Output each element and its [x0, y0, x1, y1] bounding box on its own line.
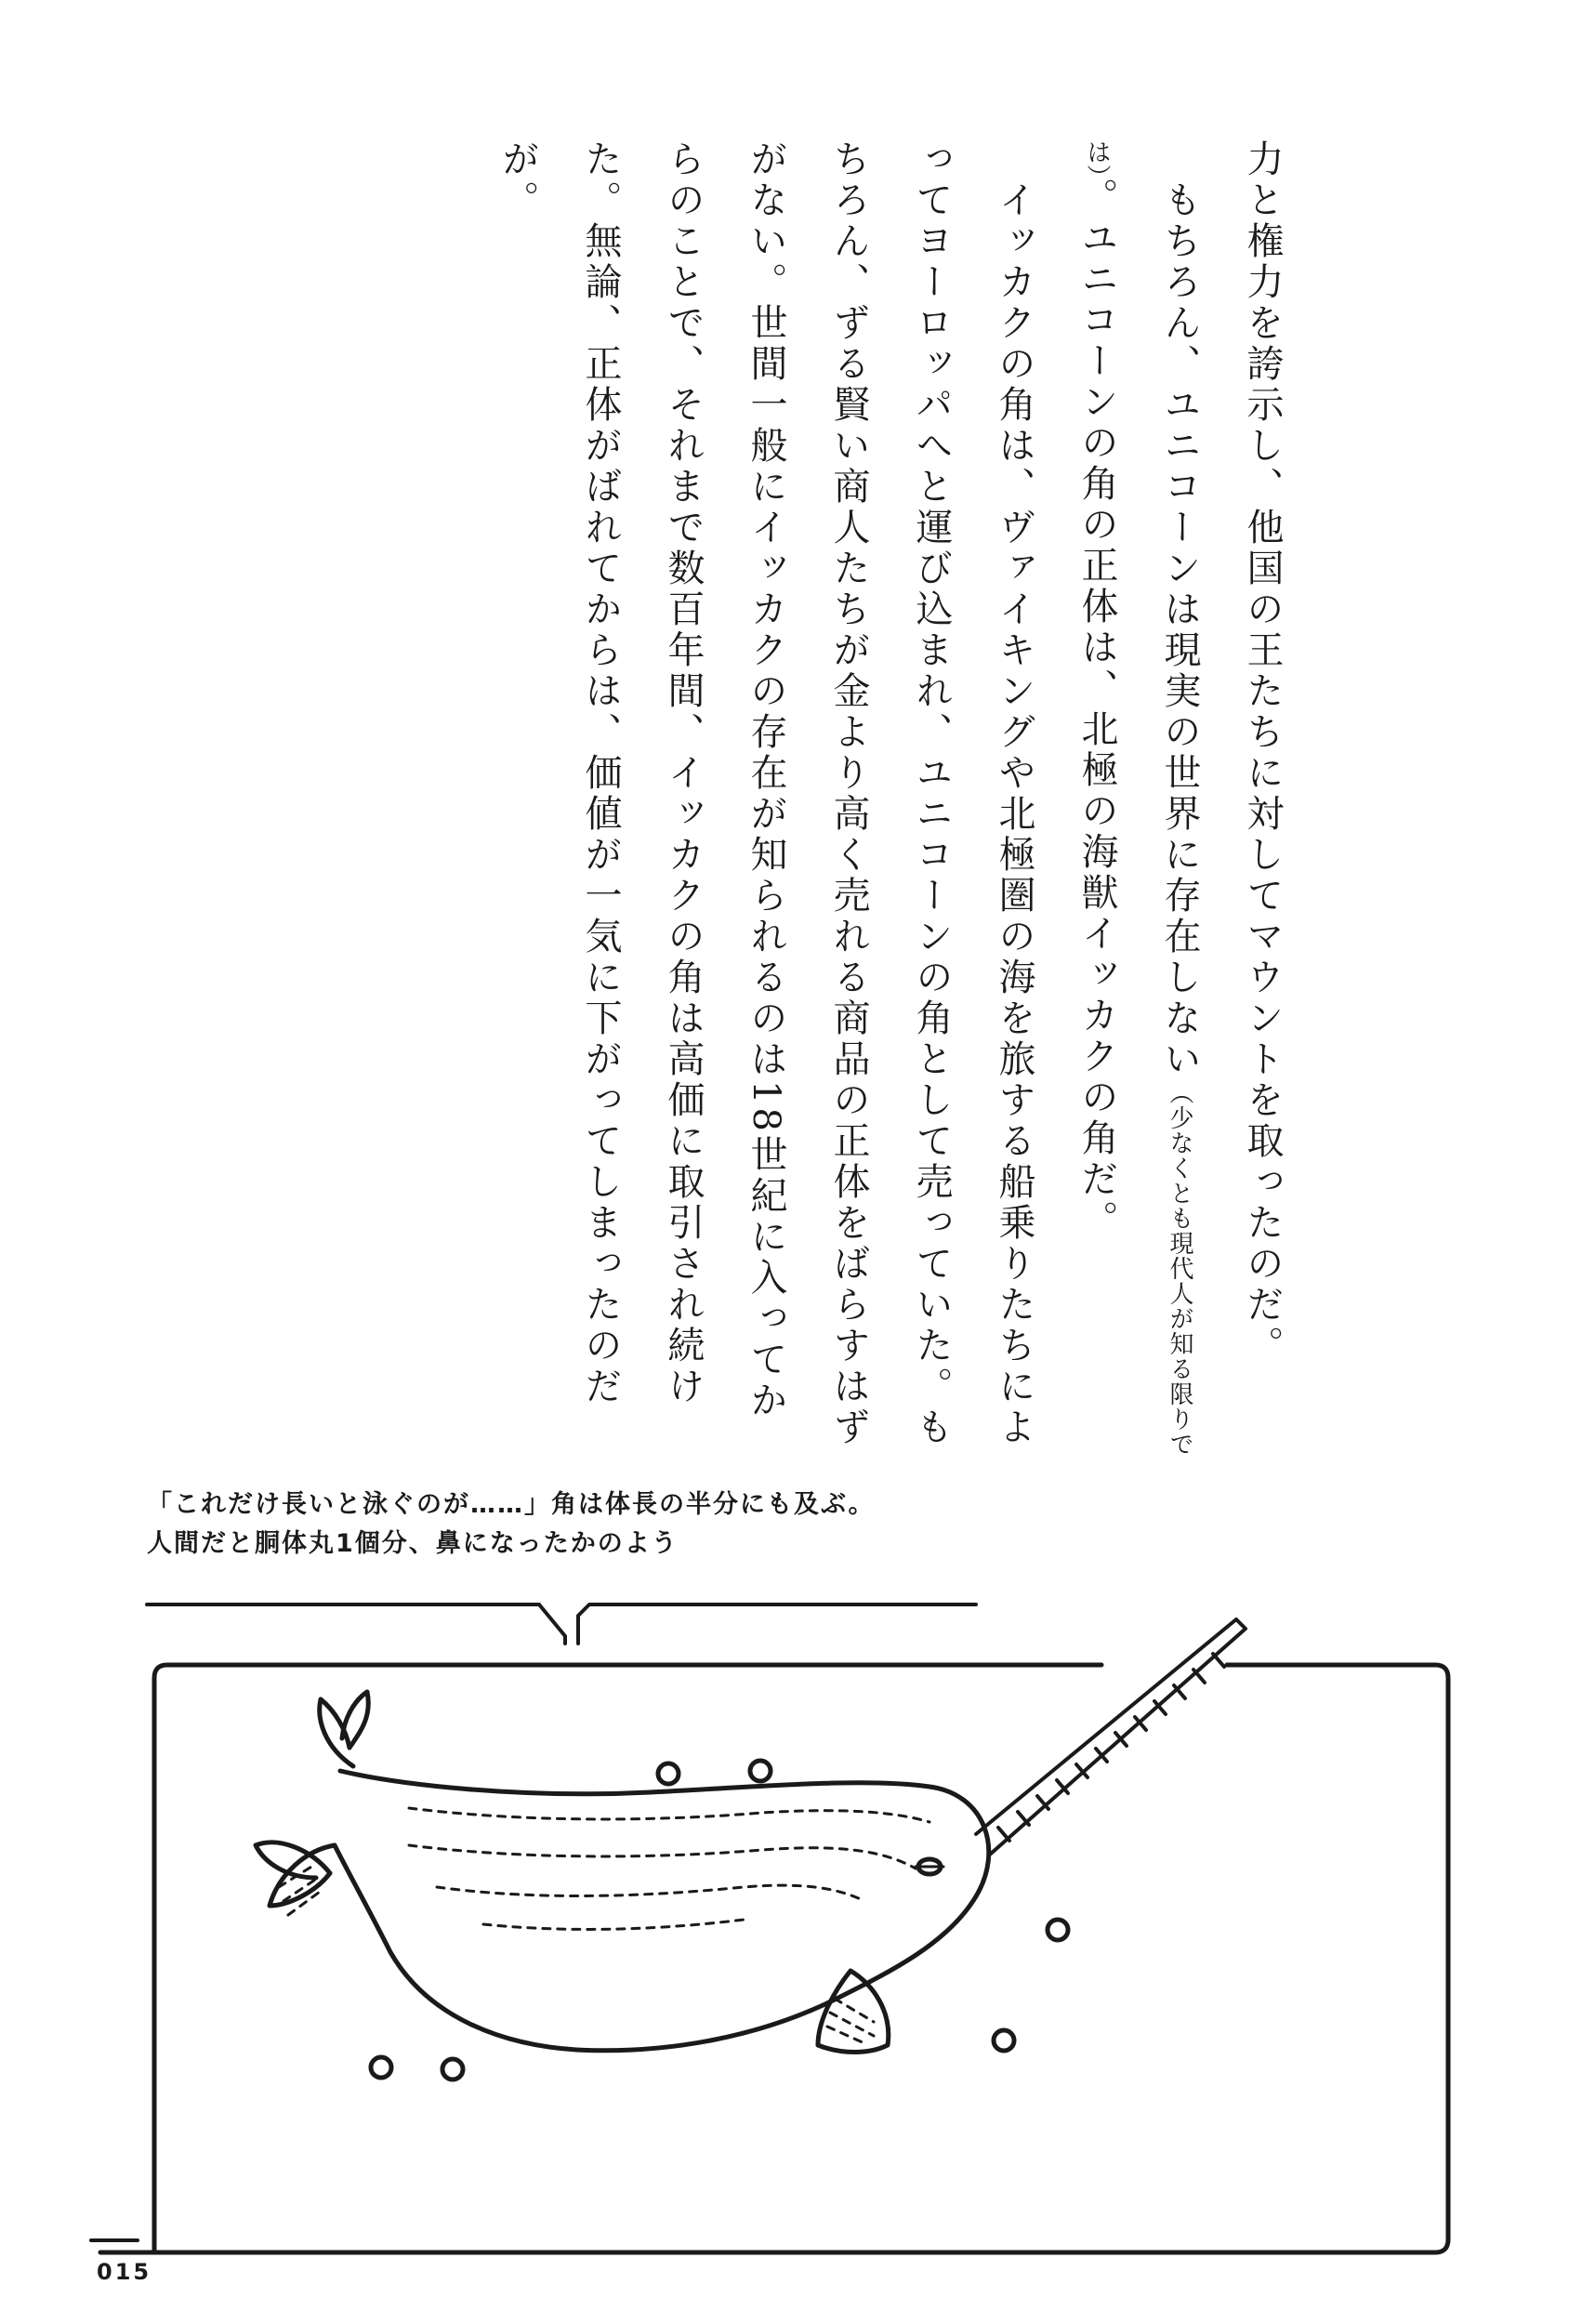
paragraph-1: 力と権力を誇示し、他国の王たちに対してマウントを取ったのだ。 — [1241, 139, 1284, 1367]
paragraph-3: イッカクの角は、ヴァイキングや北極圏の海を旅する船乗りたちによってヨーロッパへと運び込まれ、ユニコーンの角として売っていた。もちろん、ずる賢い商人たちが金より高く売れる商品の正体をばらすはずがない。世間一般にイッカクの存在が知られるのは18世紀に入ってからのことで、それまで数百年間、イッカクの角は高価に取引され続けた。無論、正体がばれてからは、価値が一気に下がってしまったのだが。 — [496, 139, 1035, 1448]
caption-pointer — [147, 1604, 976, 1644]
caption-line-2: 人間だと胴体丸1個分、鼻になったかのよう — [147, 1529, 679, 1558]
narwhal-tusk — [976, 1619, 1246, 1854]
paragraph-2: もちろん、ユニコーンは現実の世界に存在しない（少なくとも現代人が知る限りでは）。ユニコーンの角の正体は、北極の海獣イッカクの角だ。 — [1075, 139, 1201, 1457]
narwhal-body — [256, 1692, 989, 2053]
bubbles — [371, 1761, 1068, 2080]
caption-line-1: 「これだけ長いと泳ぐのが……」角は体長の半分にも及ぶ。 — [147, 1490, 876, 1519]
page-number: 015 — [97, 2259, 152, 2285]
illustration-frame — [91, 1665, 1448, 2252]
parenthetical-note: （少なくとも現代人が知る限りでは） — [1083, 139, 1193, 1457]
